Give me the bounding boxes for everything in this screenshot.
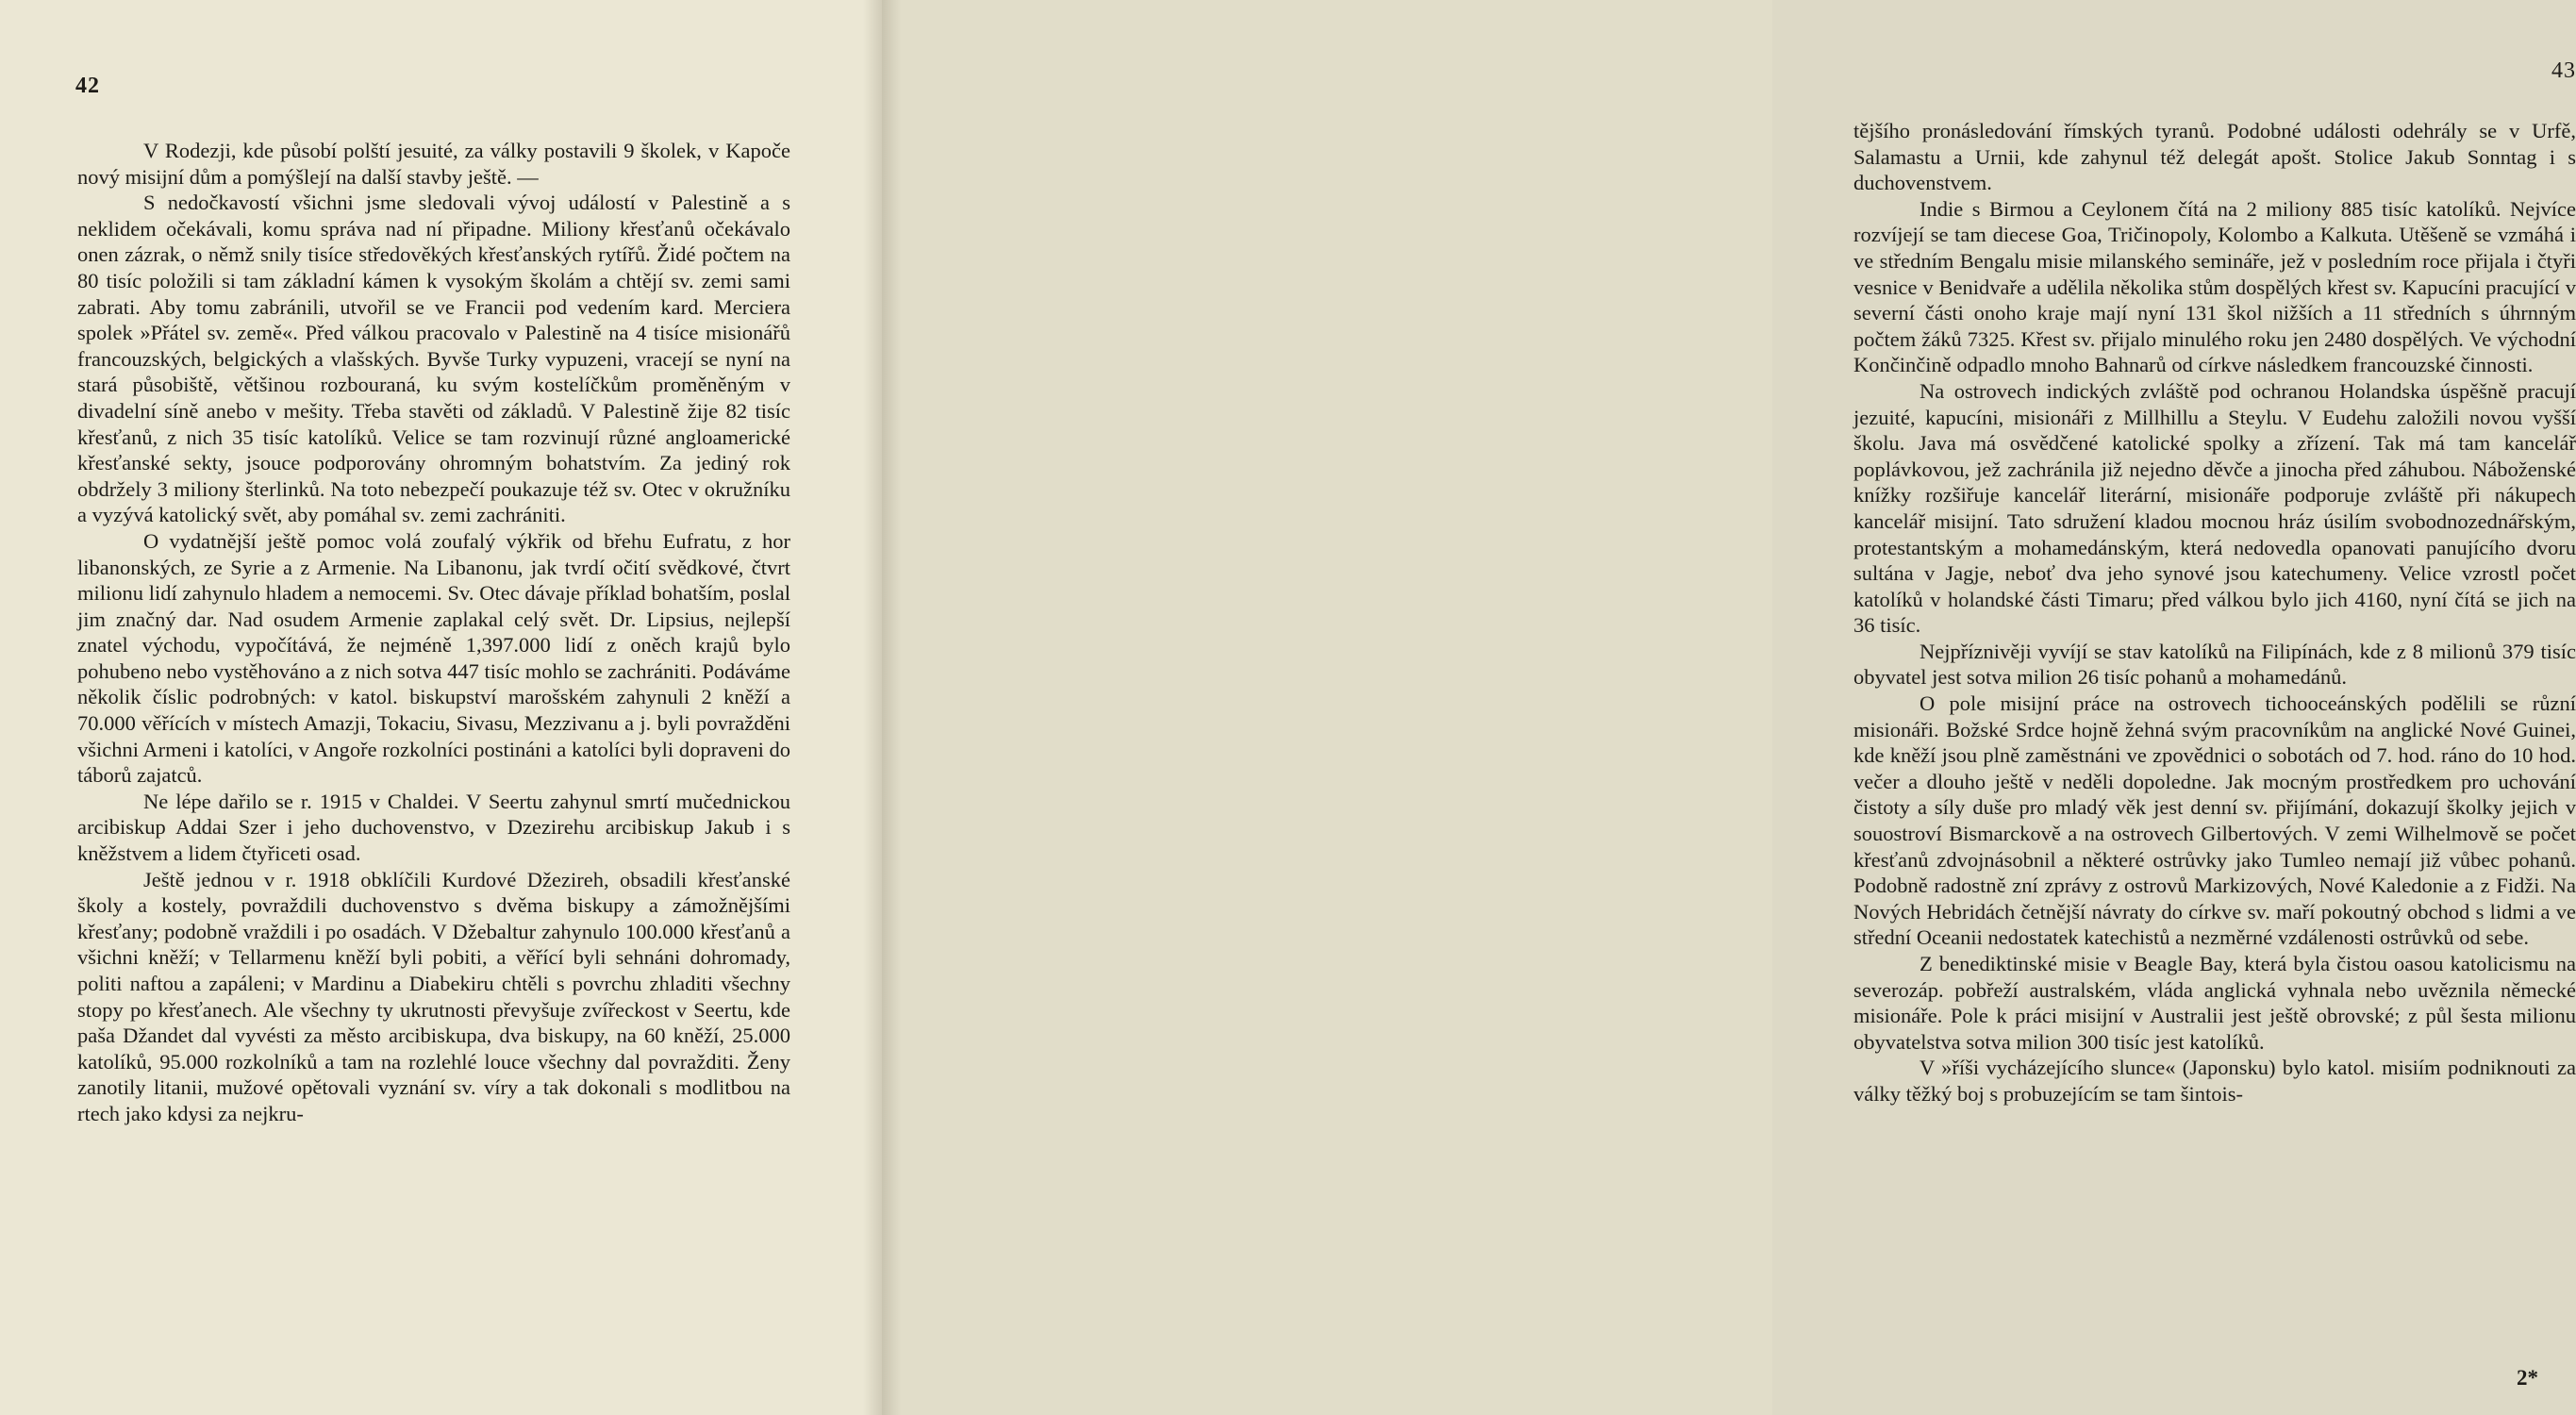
paragraph: Nejpříznivěji vyvíjí se stav katolíků na Filipínách, kde z 8 milionů 379 tisíc obyvatel jest sotva milion 26 tisíc pohanů a mohamedánů. bbox=[1853, 639, 2576, 690]
paragraph: Ještě jednou v r. 1918 obklíčili Kurdové Džezireh, obsadili křesťanské školy a kostely, povraždili duchovenstvo s dvěma biskupy a zámožnějšími křesťany; podobně vraždili i po osadách. V Džebaltur zahynulo 100.000 křesťanů a všichni kněží; v Tellarmenu kněží byli pobiti, a věřící byli sehnáni dohromady, politi naftou a zapáleni; v Mardinu a Diabekiru chtěli s povrchu zhladiti všechny stopy po křesťanech. Ale všechny ty ukrutnosti převyšuje zvířeckost v Seertu, kde paša Džandet dal vyvésti za město arcibiskupa, dva biskupy, na 60 kněží, 25.000 katolíků, 95.000 rozkolníků a tam na rozlehlé louce všechny dal povražditi. Ženy zanotily litanii, mužové opětovali vyznání sv. víry a tak dokonali s modlitbou na rtech jako kdysi za nejkru- bbox=[77, 867, 790, 1125]
paragraph: S nedočkavostí všichni jsme sledovali vývoj událostí v Palestině a s neklidem očekávali, komu správa nad ní připadne. Miliony křesťanů očekávalo onen zázrak, o němž snily tisíce středověkých křesťanských rytířů. Židé počtem na 80 tisíc položili si tam základní kámen k vysokým školám a chtějí sv. zemi sami zabrati. Aby tomu zabránili, utvořil se ve Francii pod vedením kard. Merciera spolek »Přátel sv. země«. Před válkou pracovalo v Palestině na 4 tisíce misionářů francouzských, belgických a vlašských. Byvše Turky vypuzeni, vracejí se nyní na stará působiště, většinou rozbouraná, ku svým kostelíčkům proměněným v divadelní síně anebo v mešity. Třeba stavěti od základů. V Palestině žije 82 tisíc křesťanů, z nich 35 tisíc katolíků. Velice se tam rozvinují různé angloamerické křesťanské sekty, jsouce podporovány ohromným bohatstvím. Za jediný rok obdržely 3 miliony šterlinků. Na toto nebezpečí poukazuje též sv. Otec v okružníku a vyzývá katolický svět, aby pomáhal sv. zemi zachrániti. bbox=[77, 191, 790, 527]
page-text bbox=[77, 138, 790, 1127]
paragraph: Indie s Birmou a Ceylonem čítá na 2 miliony 885 tisíc katolíků. Nejvíce rozvíjejí se tam diecese Goa, Tričinopoly, Kolombo a Kalkuta. Utěšeně se vzmáhá i ve středním Bengalu misie milanského semináře, jež v posledním roce přijala i čtyři vesnice v Benidvaře a udělila několika stům dospělých křest sv. Kapucíni pracující v severní části onoho kraje mají nyní 131 škol nižších a 11 středních s úhrnným počtem žáků 7325. Křest sv. přijalo minulého roku jen 2480 dospělých. Ve východní Končinčině odpadlo mnoho Bahnarů od církve následkem francouzské činnosti. bbox=[1853, 196, 2576, 377]
left-page bbox=[0, 0, 882, 1415]
signature-mark: 2* bbox=[2517, 1366, 2538, 1390]
paragraph: V Rodezji, kde působí polští jesuité, za války postavili 9 školek, v Kapoče nový misijní dům a pomýšlejí na další stavby ještě. — bbox=[77, 139, 790, 189]
paragraph: V »říši vycházejícího slunce« (Japonsku) bylo katol. misiím podniknouti za války těžký boj s probuzejícím se tam šintois- bbox=[1853, 1056, 2576, 1106]
paragraph: tějšího pronásledování římských tyranů. Podobné události odehrály se v Urfě, Salamastu a Urnii, kde zahynul též delegát apošt. Stolice Jakub Sonntag i s duchovenstvem. bbox=[1853, 119, 2576, 195]
paragraph: Ne lépe dařilo se r. 1915 v Chaldei. V Seertu zahynul smrtí mučednickou arcibiskup Addai Szer i jeho duchovenstvo, v Dzezirehu arcibiskup Jakub i s kněžstvem a lidem čtyřiceti osad. bbox=[77, 789, 790, 866]
book-gutter bbox=[863, 0, 901, 1415]
page-number: 42 bbox=[75, 74, 100, 98]
paragraph: O pole misijní práce na ostrovech tichooceánských podělili se různí misionáři. Božské Srdce hojně žehná svým pracovníkům na anglické Nové Guinei, kde kněží jsou plně zaměstnáni ve zpovědnici o sobotách od 7. hod. ráno do 10 hod. večer a dlouho ještě v neděli dopoledne. Jak mocným prostředkem pro uchování čistoty a síly duše pro mladý věk jest denní sv. přijímání, dokazují školky jejich v souostroví Bismarckově a na ostrovech Gilbertových. V zemi Wilhelmově se počet křesťanů zdvojnásobnil a některé ostrůvky jako Tumleo nemají již vůbec pohanů. Podobně radostně zní zprávy z ostrovů Markizových, Nové Kaledonie a z Fidži. Na Nových Hebridách četnější návraty do církve sv. maří pokoutný obchod s lidmi a ve střední Oceanii nedostatek katechistů a nezměrné vzdálenosti ostrůvků od sebe. bbox=[1853, 691, 2576, 950]
right-page bbox=[882, 0, 2576, 1415]
paragraph: Z benediktinské misie v Beagle Bay, která byla čistou oasou katolicismu na severozáp. pobřeží australském, vláda anglická vyhnala nebo uvěznila německé misionáře. Pole k práci misijní v Australii jest ještě obrovské; z půl šesta milionu obyvatelstva sotva milion 300 tisíc jest katolíků. bbox=[1853, 952, 2576, 1054]
page-text bbox=[1853, 118, 2576, 1107]
paragraph: O vydatnější ještě pomoc volá zoufalý výkřik od břehu Eufratu, z hor libanonských, ze Syrie a z Armenie. Na Libanonu, jak tvrdí očití svědkové, čtvrt milionu lidí zahynulo hladem a nemocemi. Sv. Otec dávaje příklad bohatším, poslal jim značný dar. Nad osudem Armenie zaplakal celý svět. Dr. Lipsius, nejlepší znatel východu, vypočítává, že nejméně 1,397.000 lidí z oněch krajů bylo pohubeno nebo vystěhováno a z nich sotva 447 tisíc mohlo se zachrániti. Podáváme několik číslic podrobných: v katol. biskupství marošském zahynuli 2 kněží a 70.000 věřících v místech Amazji, Tokaciu, Sivasu, Mezzivanu a j. byli povražděni všichni Armeni i katolíci, v Angoře rozkolníci postináni a katolíci byli dopraveni do táborů zajatců. bbox=[77, 528, 790, 788]
paragraph: Na ostrovech indických zvláště pod ochranou Holandska úspěšně pracují jezuité, kapucíni, misionáři z Millhillu a Steylu. V Eudehu založili novou vyšší školu. Java má osvědčené katolické spolky a zřízení. Tak má tam kancelář poplávkovou, jež zachránila již nejedno děvče a jinocha před záhubou. Náboženské knížky rozšiřuje kancelář literární, misionáře podporuje zvláště při nákupech kancelář misijní. Tato sdružení kladou mocnou hráz úsilím svobodnozednářským, protestantským a mohamedánským, která nedovedla opanovati panujícího dvoru sultána v Jagje, neboť dva jeho synové jsou katechumeny. Velice vzrostl počet katolíků v holandské části Timaru; před válkou bylo jich 4160, nyní čítá se jich na 36 tisíc. bbox=[1853, 378, 2576, 638]
page-number: 43 bbox=[2551, 58, 2576, 83]
